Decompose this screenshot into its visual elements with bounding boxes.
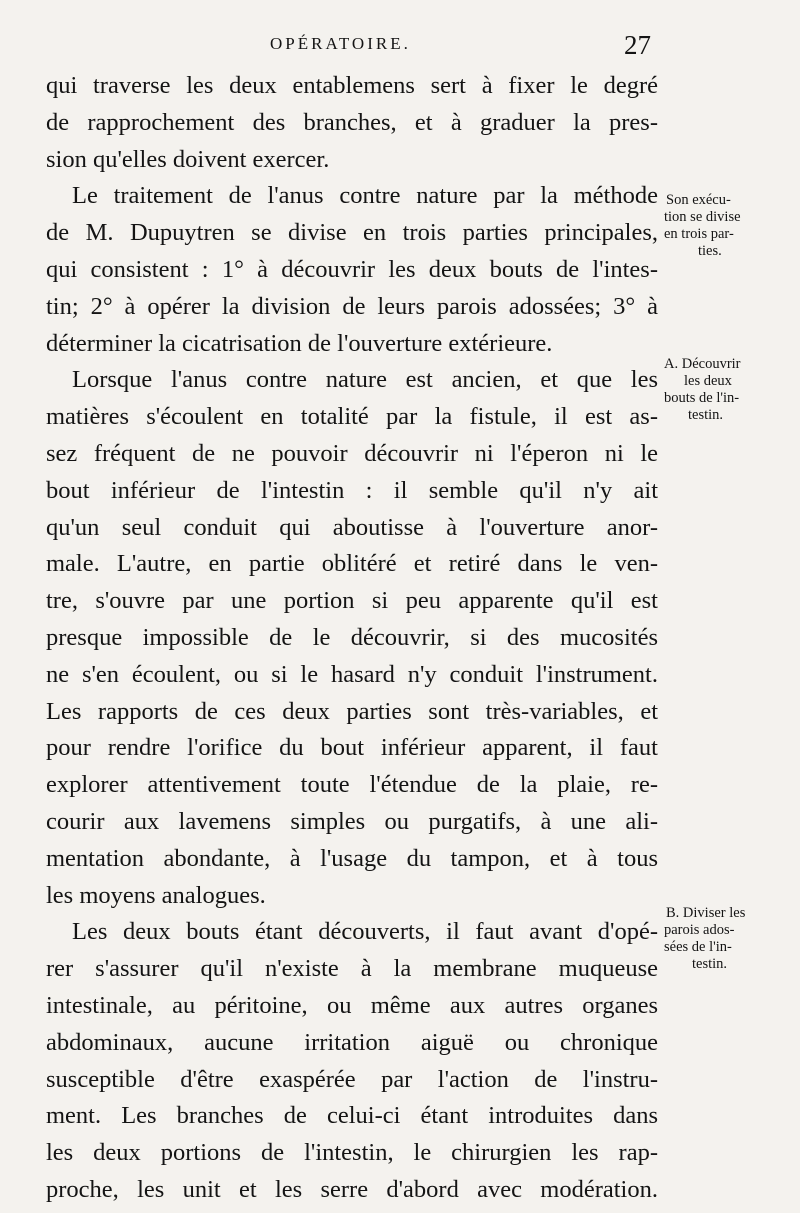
text-line: bout inférieur de l'intestin : il semble qu'il n'y ait	[46, 476, 658, 504]
text-line: proche, les unit et les serre d'abord avec modération.	[46, 1175, 658, 1203]
margin-note-line: tion se divise	[664, 209, 741, 225]
text-line: susceptible d'être exaspérée par l'action de l'instru-	[46, 1065, 658, 1093]
margin-note	[664, 356, 741, 424]
text-line: ne s'en écoulent, ou si le hasard n'y conduit l'instrument.	[46, 660, 658, 688]
text-line: rer s'assurer qu'il n'existe à la membrane muqueuse	[46, 955, 658, 983]
text-line: Les deux bouts étant découverts, il faut avant d'opé-	[72, 918, 658, 946]
text-line: abdominaux, aucune irritation aiguë ou chronique	[46, 1028, 658, 1056]
margin-note-line: les deux	[684, 373, 732, 389]
margin-note-line: bouts de l'in-	[664, 390, 740, 406]
text-line: de M. Dupuytren se divise en trois parties principales,	[46, 219, 658, 247]
text-line: male. L'autre, en partie oblitéré et retiré dans le ven-	[46, 550, 658, 578]
text-line: qui traverse les deux entablemens sert à fixer le degré	[46, 72, 658, 99]
text-line: intestinale, au péritoine, ou même aux autres organes	[46, 991, 658, 1019]
margin-note	[664, 905, 745, 973]
text-line: les moyens analogues.	[46, 881, 266, 909]
text-line: explorer attentivement toute l'étendue de la plaie, re-	[46, 771, 658, 799]
text-line: qu'un seul conduit qui aboutisse à l'ouverture anor-	[46, 513, 658, 541]
margin-note	[664, 192, 741, 260]
margin-note-line: testin.	[688, 407, 724, 423]
text-line: sez fréquent de ne pouvoir découvrir ni l'éperon ni le	[46, 439, 658, 467]
body-text	[46, 68, 658, 1209]
page-header	[0, 30, 800, 60]
margin-note-line: sées de l'in-	[664, 939, 732, 955]
margin-note-line: ties.	[698, 243, 722, 259]
margin-note-line: A. Découvrir	[664, 356, 741, 372]
text-line: tre, s'ouvre par une portion si peu apparente qu'il est	[46, 587, 658, 615]
margin-note-line: Son exécu-	[666, 192, 731, 208]
text-line: Lorsque l'anus contre nature est ancien, et que les	[72, 366, 658, 394]
margin-note-line: parois ados-	[664, 922, 735, 938]
text-line: tin; 2° à opérer la division de leurs parois adossées; 3° à	[46, 292, 658, 320]
margin-note-line: testin.	[692, 956, 728, 972]
margin-note-line: en trois par-	[664, 226, 734, 242]
text-line: presque impossible de le découvrir, si des mucosités	[46, 623, 658, 651]
text-line: qui consistent : 1° à découvrir les deux bouts de l'intes-	[46, 255, 658, 283]
text-line: les deux portions de l'intestin, le chirurgien les rap-	[46, 1139, 658, 1167]
text-line: Les rapports de ces deux parties sont très-variables, et	[46, 697, 658, 725]
text-line: matières s'écoulent en totalité par la fistule, il est as-	[46, 403, 658, 431]
text-line: ment. Les branches de celui-ci étant introduites dans	[46, 1102, 658, 1130]
text-line: courir aux lavemens simples ou purgatifs, à une ali-	[46, 807, 658, 835]
text-line: déterminer la cicatrisation de l'ouverture extérieure.	[46, 329, 553, 357]
running-title: OPÉRATOIRE.	[270, 34, 411, 53]
text-line: de rapprochement des branches, et à graduer la pres-	[46, 108, 658, 136]
page-number: 27	[624, 30, 651, 60]
text-line: Le traitement de l'anus contre nature par la méthode	[72, 182, 658, 210]
text-line: pour rendre l'orifice du bout inférieur apparent, il faut	[46, 734, 658, 762]
text-line: sion qu'elles doivent exercer.	[46, 145, 330, 173]
text-line: mentation abondante, à l'usage du tampon, et à tous	[46, 844, 658, 872]
margin-note-line: B. Diviser les	[666, 905, 746, 921]
